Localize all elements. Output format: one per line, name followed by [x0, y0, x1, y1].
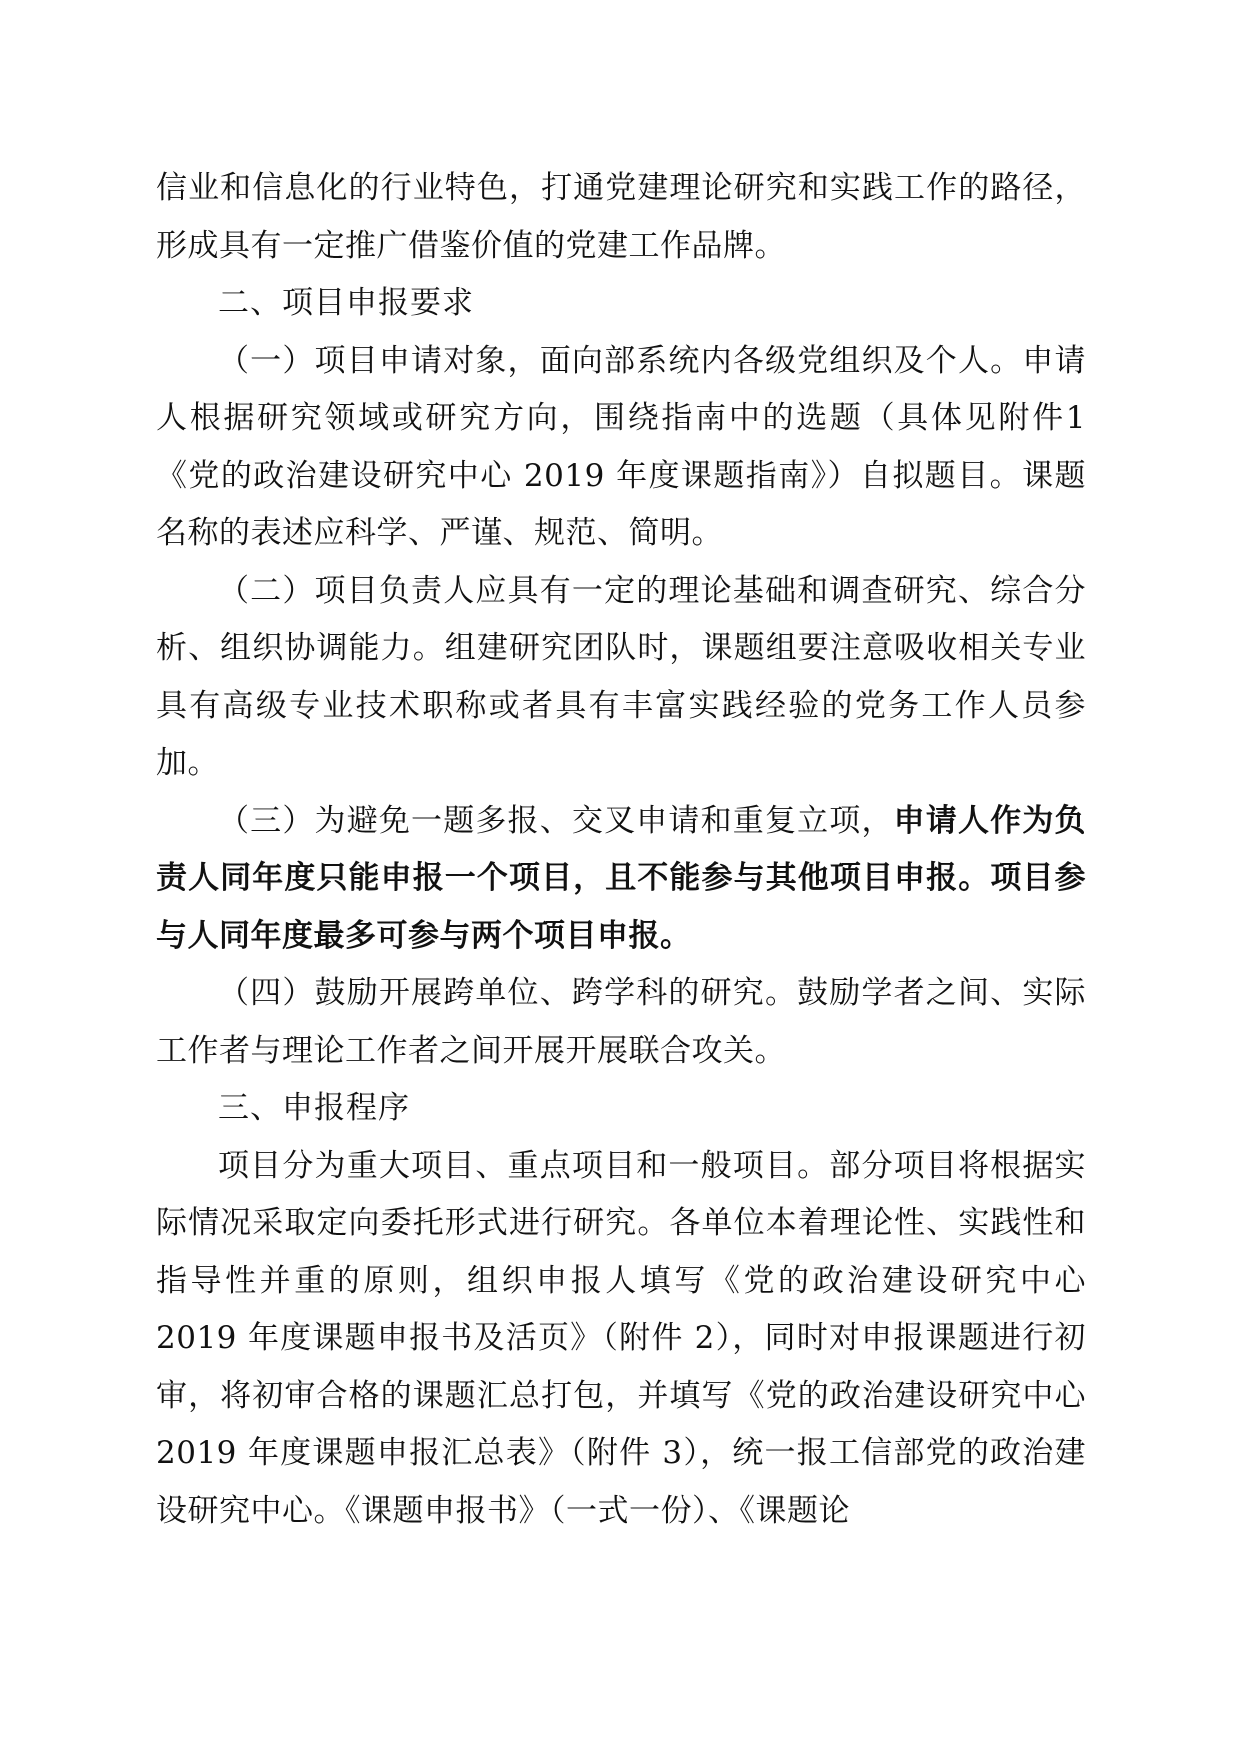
section-heading-3: 三、申报程序: [218, 1090, 410, 1126]
paragraph-applicant-scope: （一）项目申请对象，面向部系统内各级党组织及个人。申请人根据研究领域或研究方向，围绕指南中的选题（具体见附件1《党的政治建设研究中心 2019 年度课题指南》）自拟题目。课题名称的表述应科学、严谨、规范、简明。: [156, 342, 1086, 551]
document-body: [156, 160, 1086, 1540]
paragraph-project-leader: （二）项目负责人应具有一定的理论基础和调查研究、综合分析、组织协调能力。组建研究团队时，课题组要注意吸收相关专业具有高级专业技术职称或者具有丰富实践经验的党务工作人员参加。: [156, 572, 1086, 781]
section-heading-2: 二、项目申报要求: [218, 285, 474, 321]
paragraph-continuation: 信业和信息化的行业特色，打通党建理论研究和实践工作的路径，形成具有一定推广借鉴价值的党建工作品牌。: [156, 170, 1086, 264]
paragraph-application-procedure: 项目分为重大项目、重点项目和一般项目。部分项目将根据实际情况采取定向委托形式进行研究。各单位本着理论性、实践性和指导性并重的原则，组织申报人填写《党的政治建设研究中心 2019 年度课题申报书及活页》（附件 2），同时对申报课题进行初审，将初审合格的课题汇总打包，并填写《党的政治建设研究中心 2019 年度课题申报汇总表》（附件 3），统一报工信部党的政治建设研究中心。《课题申报书》（一式一份）、《课题论: [156, 1147, 1086, 1529]
paragraph-duplicate-rules: [156, 793, 1086, 966]
duplicate-rules-intro: （三）为避免一题多报、交叉申请和重复立项，: [218, 802, 894, 839]
paragraph-cross-discipline: （四）鼓励开展跨单位、跨学科的研究。鼓励学者之间、实际工作者与理论工作者之间开展开展联合攻关。: [156, 975, 1086, 1069]
duplicate-rules-emphasis: 申请人作为负责人同年度只能申报一个项目，且不能参与其他项目申报。项目参与人同年度最多可参与两个项目申报。: [156, 802, 1087, 954]
